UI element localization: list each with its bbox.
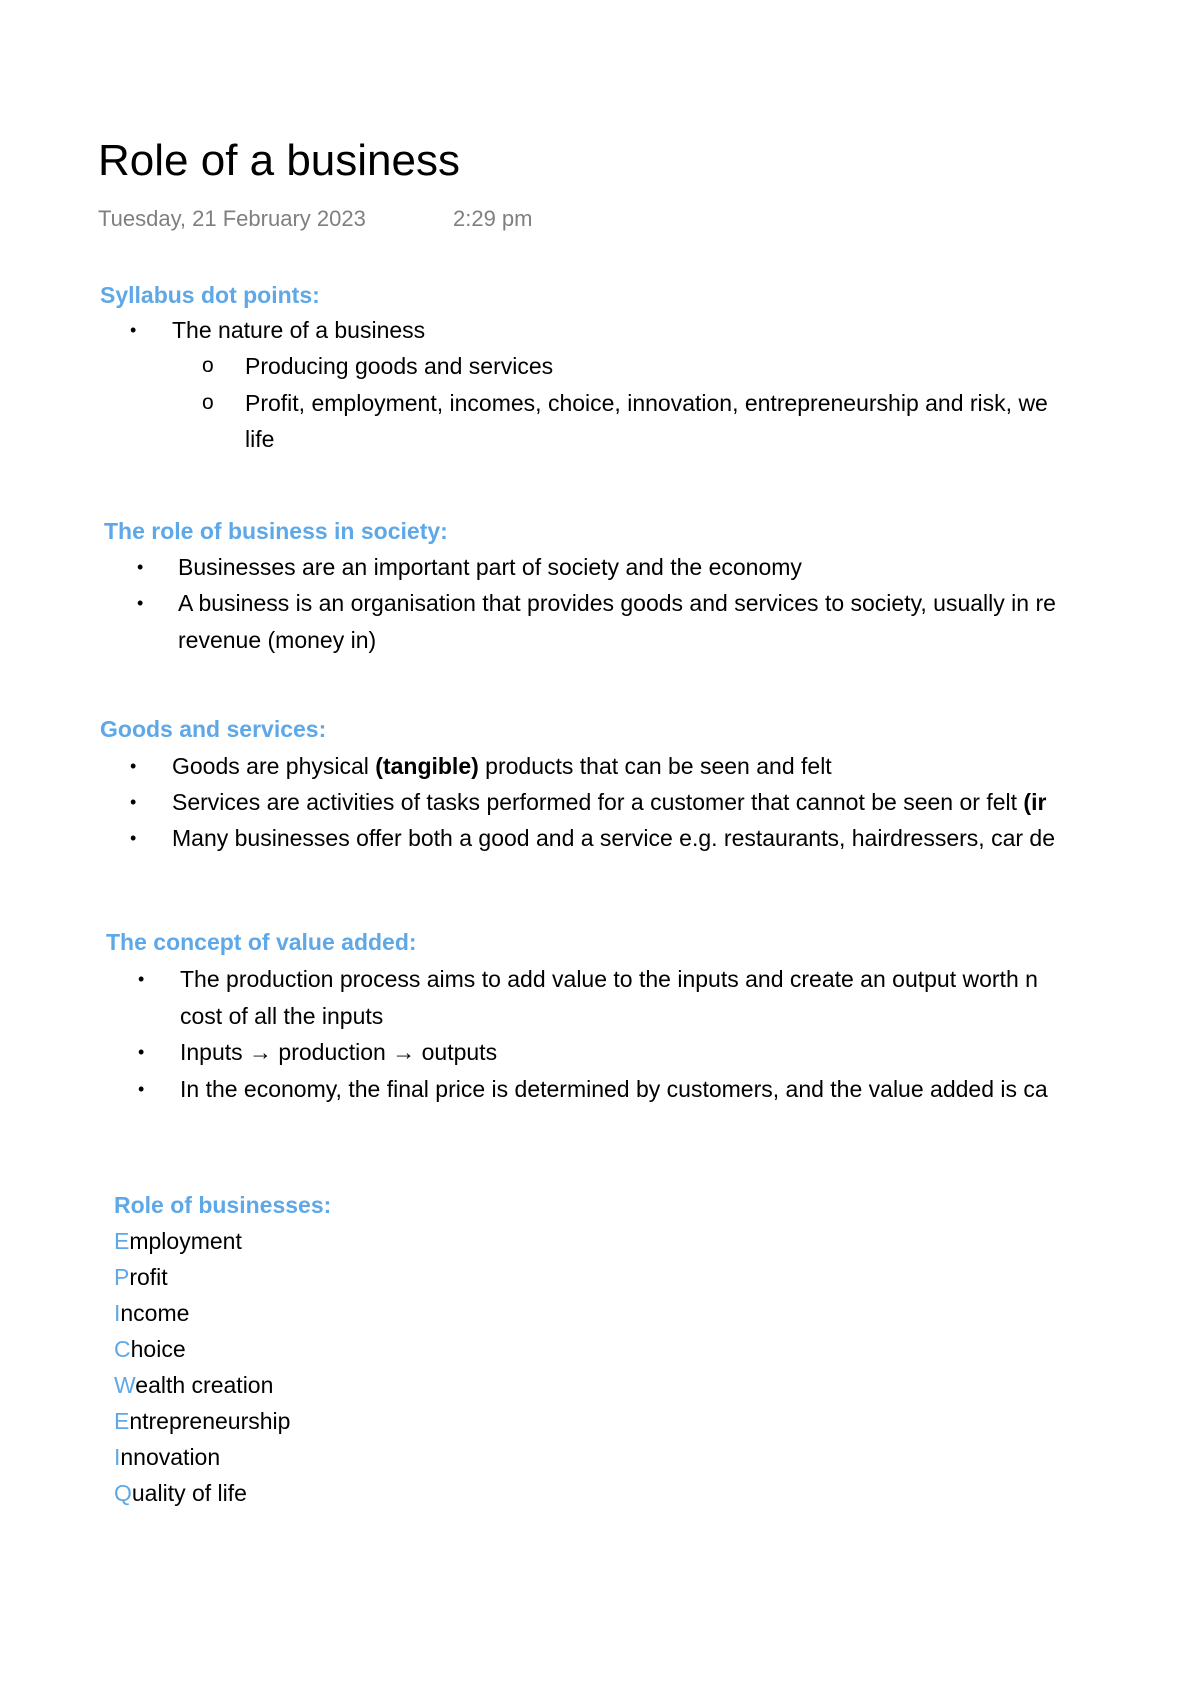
role-initial: W	[114, 1372, 136, 1398]
value-added-item-continuation: cost of all the inputs	[180, 1003, 384, 1029]
role-item	[114, 1407, 290, 1435]
sub-bullet-icon: o	[202, 354, 214, 377]
page-title: Role of a business	[98, 136, 460, 185]
bullet-icon: •	[138, 969, 145, 989]
goods-item-emphasis: (tangible)	[375, 753, 479, 779]
value-added-item: The production process aims to add value to the inputs and create an output worth n	[180, 966, 1038, 992]
role-rest: ntrepreneurship	[129, 1408, 291, 1434]
syllabus-sub-item: Producing goods and services	[245, 353, 554, 379]
role-item	[114, 1263, 168, 1291]
bullet-icon: •	[130, 828, 137, 848]
syllabus-sub-item: Profit, employment, incomes, choice, innovation, entrepreneurship and risk, we	[245, 390, 1048, 416]
role-item	[114, 1335, 186, 1363]
role-rest: ealth creation	[135, 1372, 274, 1398]
society-item: Businesses are an important part of society and the economy	[178, 554, 802, 580]
value-added-item: Inputs → production → outputs	[180, 1039, 498, 1065]
role-rest: mployment	[129, 1228, 242, 1254]
roles-heading: Role of businesses:	[114, 1192, 332, 1218]
role-item	[114, 1479, 247, 1507]
role-initial: P	[114, 1264, 130, 1290]
role-initial: E	[114, 1228, 130, 1254]
role-initial: E	[114, 1408, 130, 1434]
syllabus-sub-item-continuation: life	[245, 426, 275, 452]
note-time: 2:29 pm	[453, 206, 533, 231]
bullet-icon: •	[137, 557, 144, 577]
bullet-icon: •	[138, 1042, 145, 1062]
goods-item-text: Services are activities of tasks performed for a customer that cannot be seen or felt	[172, 789, 1024, 815]
sub-bullet-icon: o	[202, 391, 214, 414]
role-initial: I	[114, 1444, 121, 1470]
goods-item	[172, 824, 1055, 852]
role-initial: I	[114, 1300, 121, 1326]
goods-heading: Goods and services:	[100, 716, 327, 742]
bullet-icon: •	[130, 792, 137, 812]
bullet-icon: •	[130, 756, 137, 776]
goods-item-emphasis: (ir	[1023, 789, 1047, 815]
value-added-heading: The concept of value added:	[106, 929, 417, 955]
role-item	[114, 1371, 273, 1399]
goods-item	[172, 788, 1046, 816]
society-item-continuation: revenue (money in)	[178, 627, 377, 653]
value-added-item: In the economy, the final price is determined by customers, and the value added is ca	[180, 1076, 1048, 1102]
role-initial: C	[114, 1336, 131, 1362]
society-heading: The role of business in society:	[104, 518, 448, 544]
role-item	[114, 1227, 242, 1255]
bullet-icon: •	[138, 1079, 145, 1099]
syllabus-item: The nature of a business	[172, 317, 426, 343]
goods-item	[172, 752, 832, 780]
syllabus-heading: Syllabus dot points:	[100, 282, 320, 308]
role-rest: uality of life	[131, 1480, 247, 1506]
role-rest: hoice	[130, 1336, 186, 1362]
bullet-icon: •	[130, 320, 137, 340]
society-item: A business is an organisation that provides goods and services to society, usually in re	[178, 590, 1056, 616]
bullet-icon: •	[137, 593, 144, 613]
role-item	[114, 1299, 189, 1327]
role-initial: Q	[114, 1480, 132, 1506]
goods-item-text: Goods are physical	[172, 753, 376, 779]
role-rest: rofit	[129, 1264, 168, 1290]
goods-item-text: Many businesses offer both a good and a service e.g. restaurants, hairdressers, car de	[172, 825, 1056, 851]
note-date: Tuesday, 21 February 2023	[98, 206, 366, 231]
role-item	[114, 1443, 220, 1471]
goods-item-text: products that can be seen and felt	[478, 753, 832, 779]
role-rest: ncome	[120, 1300, 190, 1326]
role-rest: nnovation	[120, 1444, 221, 1470]
page-margin	[1108, 0, 1200, 1698]
